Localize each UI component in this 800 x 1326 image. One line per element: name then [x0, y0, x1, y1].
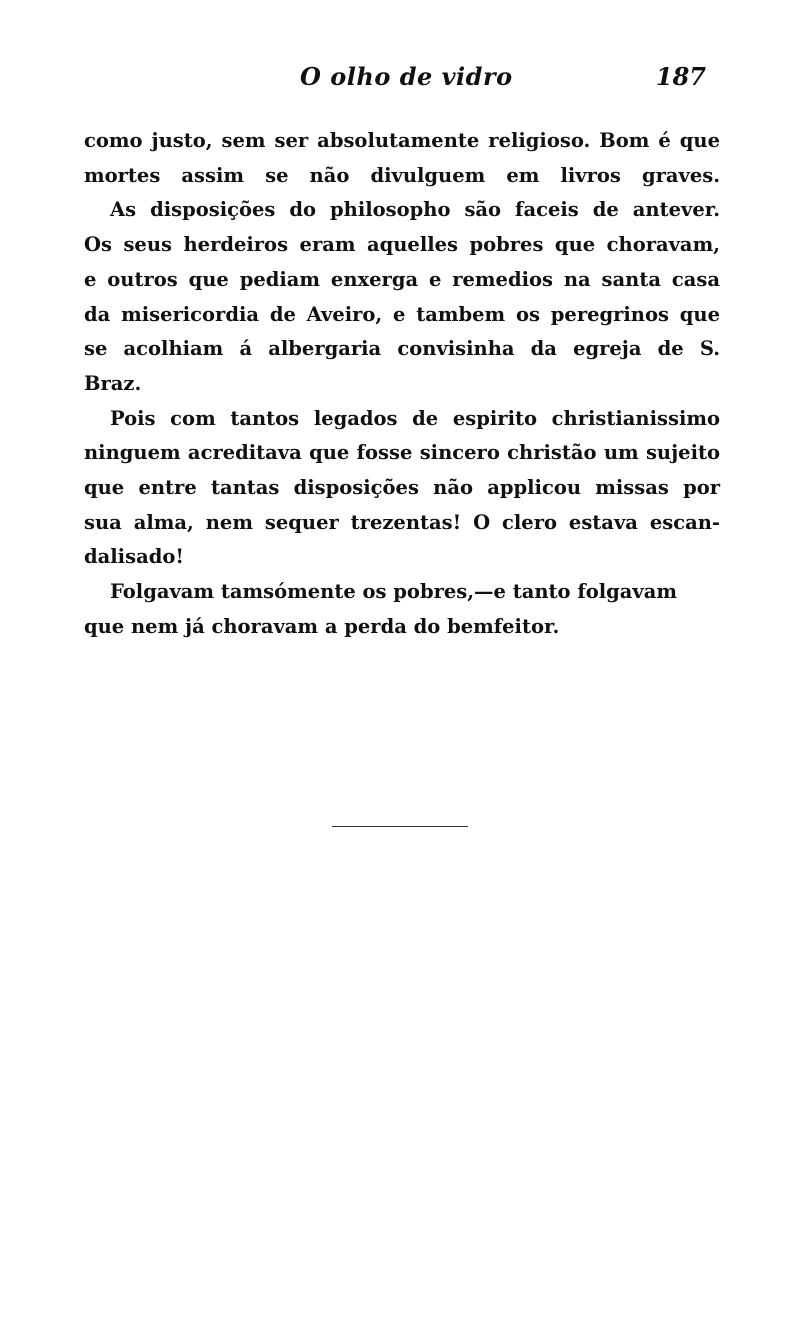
paragraph [84, 575, 720, 644]
text-line: se acolhiam á albergaria convisinha da egreja de S. [84, 337, 720, 361]
text-line: Os seus herdeiros eram aquelles pobres que choravam, [84, 233, 720, 257]
text-line: e outros que pediam enxerga e remedios na santa casa [84, 267, 720, 291]
text-line: que nem já choravam a perda do bemfeitor. [84, 614, 560, 638]
page-number: 187 [655, 62, 706, 91]
text-line: mortes assim se não divulguem em livros graves. [84, 163, 720, 187]
text-line: da misericordia de Aveiro, e tambem os peregrinos que [84, 302, 720, 326]
text-line: que entre tantas disposições não applicou missas por [84, 476, 720, 500]
text-line: ninguem acreditava que fosse sincero christão um sujeito [84, 441, 720, 465]
text-line: As disposições do philosopho são faceis de antever. [110, 198, 720, 222]
section-divider [332, 826, 468, 827]
text-line: Braz. [84, 371, 142, 395]
text-line: como justo, sem ser absolutamente religioso. Bom é que [84, 129, 720, 152]
text-line: sua alma, nem sequer trezentas! O clero estava escan- [84, 510, 720, 534]
paragraph [84, 124, 720, 193]
body-text [84, 124, 720, 645]
running-title: O olho de vidro [300, 62, 513, 91]
text-line: Pois com tantos legados de espirito christianissimo [110, 406, 720, 430]
page-header [0, 62, 800, 92]
text-line: Folgavam tamsómente os pobres,—e tanto folgavam [110, 580, 678, 604]
text-line: dalisado! [84, 545, 184, 569]
paragraph [84, 193, 720, 401]
paragraph [84, 402, 720, 576]
